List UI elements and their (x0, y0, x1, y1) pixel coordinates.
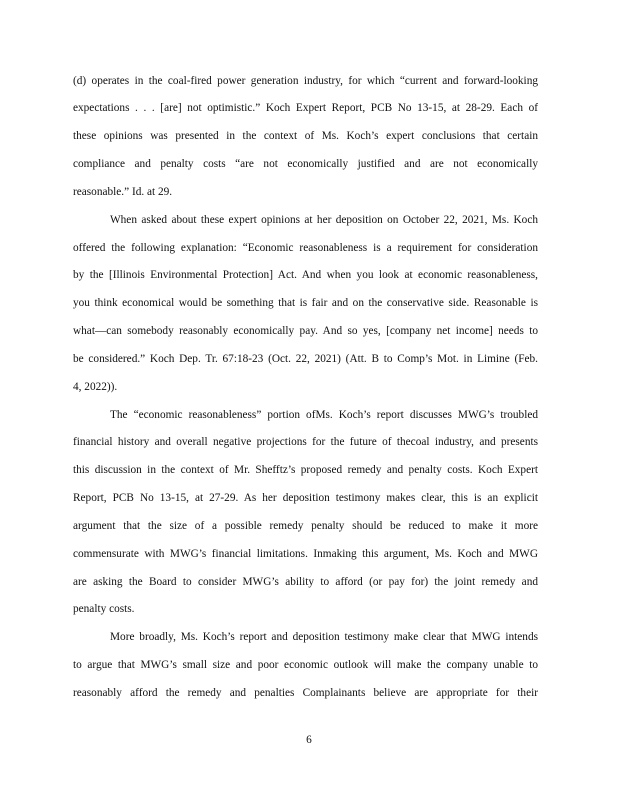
text-line: reasonably afford the remedy and penalties Complainants believe are appropriate for their (73, 687, 538, 699)
text-line: this discussion in the context of Mr. Shefftz’s proposed remedy and penalty costs. Koch Expert (73, 464, 538, 476)
text-line: what—can somebody reasonably economically pay. And so yes, [company net income] needs to (73, 325, 538, 337)
text-line: The “economic reasonableness” portion ofMs. Koch’s report discusses MWG’s troubled (110, 409, 538, 421)
text-line: commensurate with MWG’s financial limitations. Inmaking this argument, Ms. Koch and MWG (73, 548, 538, 560)
text-line: these opinions was presented in the context of Ms. Koch’s expert conclusions that certain (73, 130, 538, 142)
text-line: expectations . . . [are] not optimistic.” Koch Expert Report, PCB No 13-15, at 28-29. Each of (73, 102, 538, 114)
text-line: 4, 2022)). (73, 381, 118, 393)
text-line: be considered.” Koch Dep. Tr. 67:18-23 (Oct. 22, 2021) (Att. B to Comp’s Mot. in Limine (Feb. (73, 353, 538, 365)
text-line: More broadly, Ms. Koch’s report and deposition testimony make clear that MWG intends (110, 631, 538, 643)
text-line: When asked about these expert opinions at her deposition on October 22, 2021, Ms. Koch (110, 214, 538, 226)
text-line: to argue that MWG’s small size and poor economic outlook will make the company unable to (73, 659, 538, 671)
text-line: reasonable.” Id. at 29. (73, 186, 173, 198)
text-line: offered the following explanation: “Economic reasonableness is a requirement for consideration (73, 242, 538, 254)
text-line: penalty costs. (73, 603, 135, 615)
text-line: you think economical would be something that is fair and on the conservative side. Reasonable is (73, 297, 538, 309)
text-line: financial history and overall negative projections for the future of thecoal industry, and presents (73, 436, 538, 448)
text-line: (d) operates in the coal-fired power generation industry, for which “current and forward-looking (73, 75, 538, 87)
text-line: compliance and penalty costs “are not economically justified and are not economically (73, 158, 538, 170)
page-number: 6 (306, 734, 312, 746)
text-line: are asking the Board to consider MWG’s ability to afford (or pay for) the joint remedy and (73, 576, 538, 588)
text-line: argument that the size of a possible remedy penalty should be reduced to make it more (73, 520, 538, 532)
text-line: by the [Illinois Environmental Protection] Act. And when you look at economic reasonableness, (73, 269, 538, 281)
text-line: Report, PCB No 13-15, at 27-29. As her deposition testimony makes clear, this is an explicit (73, 492, 538, 504)
